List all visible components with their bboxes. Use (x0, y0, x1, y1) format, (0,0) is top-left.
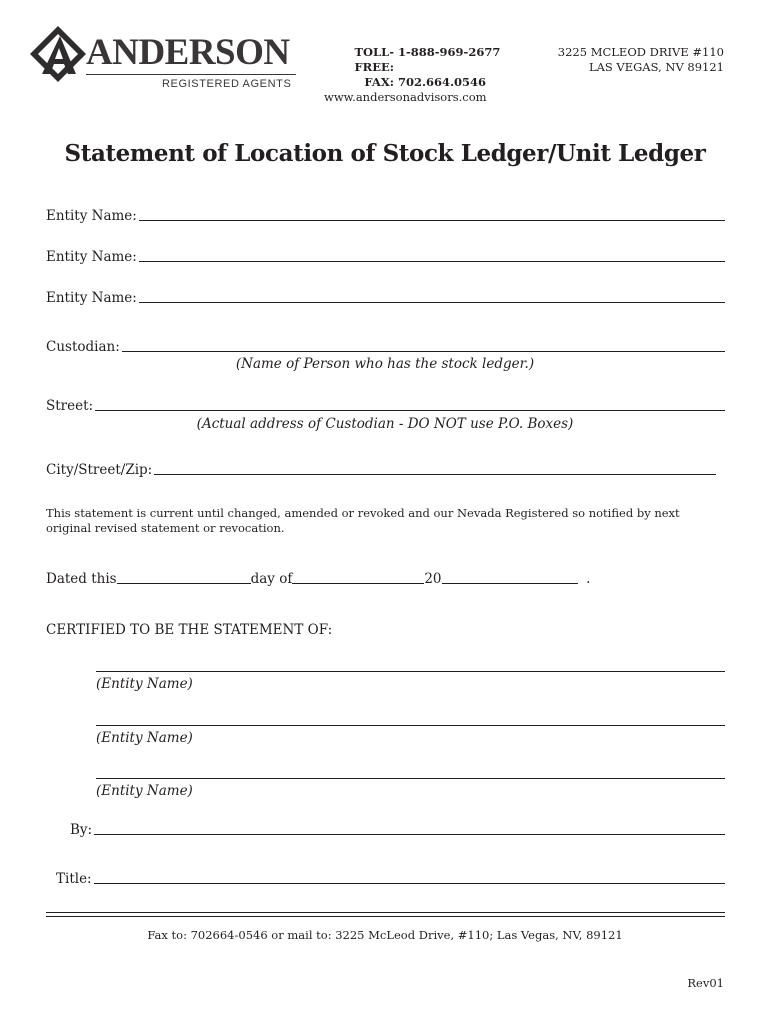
city-street-zip-field[interactable] (46, 462, 716, 478)
dated-line (46, 569, 590, 587)
year-blank[interactable] (442, 569, 578, 584)
entity-name-label: Entity Name: (46, 249, 137, 265)
entity-name-label: Entity Name: (46, 208, 137, 224)
footer-instructions: Fax to: 702664-0546 or mail to: 3225 McLeod Drive, #110; Las Vegas, NV, 89121 (147, 928, 623, 942)
entity-signature-line-1[interactable] (96, 671, 725, 672)
custodian-hint: (Name of Person who has the stock ledger.) (235, 356, 535, 372)
title-field[interactable] (56, 871, 725, 887)
entity-name-line[interactable] (139, 301, 725, 303)
logo-wordmark: ANDERSON (86, 32, 290, 73)
year-prefix: 20 (424, 571, 442, 587)
dated-period: . (586, 571, 591, 587)
tollfree-label: TOLL-FREE: (354, 45, 394, 74)
custodian-line[interactable] (122, 350, 725, 352)
custodian-field[interactable] (46, 339, 725, 355)
title-label: Title: (56, 871, 92, 887)
fax-number: 702.664.0546 (398, 75, 487, 89)
entity-name-caption-1: (Entity Name) (96, 676, 193, 692)
footer-rule-top (46, 912, 725, 913)
entity-signature-line-3[interactable] (96, 778, 725, 779)
entity-name-line[interactable] (139, 219, 725, 221)
city-street-zip-line[interactable] (154, 473, 716, 475)
by-label: By: (70, 822, 93, 838)
document-title: Statement of Location of Stock Ledger/Unit Ledger (64, 140, 706, 167)
anderson-logo-icon (30, 26, 86, 82)
address-line-1: 3225 MCLEOD DRIVE #110 (557, 45, 724, 59)
street-label: Street: (46, 398, 94, 414)
entity-name-line[interactable] (139, 260, 725, 262)
company-address (558, 45, 724, 75)
logo-subtitle: REGISTERED AGENTS (162, 78, 292, 90)
statement-paragraph: This statement is current until changed, amended or revoked and our Nevada Registered so notified by next original revised statement or revocation. (46, 506, 680, 535)
logo-divider (86, 74, 296, 75)
month-blank[interactable] (292, 569, 424, 584)
custodian-label: Custodian: (46, 339, 120, 355)
revision-label: Rev01 (687, 976, 724, 990)
street-hint: (Actual address of Custodian - DO NOT use P.O. Boxes) (196, 416, 574, 432)
dated-prefix: Dated this (46, 571, 117, 587)
street-field[interactable] (46, 398, 725, 414)
day-of-text: day of (250, 571, 293, 587)
entity-signature-line-2[interactable] (96, 725, 725, 726)
by-field[interactable] (70, 822, 725, 838)
city-street-zip-label: City/Street/Zip: (46, 462, 153, 478)
tollfree-number: 1-888-969-2677 (398, 45, 501, 59)
entity-name-caption-3: (Entity Name) (96, 783, 193, 799)
footer-rule-bottom (46, 916, 725, 917)
entity-name-field-3[interactable] (46, 290, 725, 306)
day-blank[interactable] (117, 569, 251, 584)
entity-name-field-1[interactable] (46, 208, 725, 224)
fax-label: FAX: (364, 75, 394, 89)
by-line[interactable] (94, 833, 725, 835)
address-line-2: LAS VEGAS, NV 89121 (588, 60, 724, 74)
certified-heading: CERTIFIED TO BE THE STATEMENT OF: (46, 622, 333, 638)
contact-block (318, 45, 500, 105)
entity-name-field-2[interactable] (46, 249, 725, 265)
street-line[interactable] (95, 409, 725, 411)
entity-name-caption-2: (Entity Name) (96, 730, 193, 746)
website-link[interactable]: www.andersonadvisors.com (324, 90, 487, 104)
title-line[interactable] (94, 882, 725, 884)
entity-name-label: Entity Name: (46, 290, 137, 306)
